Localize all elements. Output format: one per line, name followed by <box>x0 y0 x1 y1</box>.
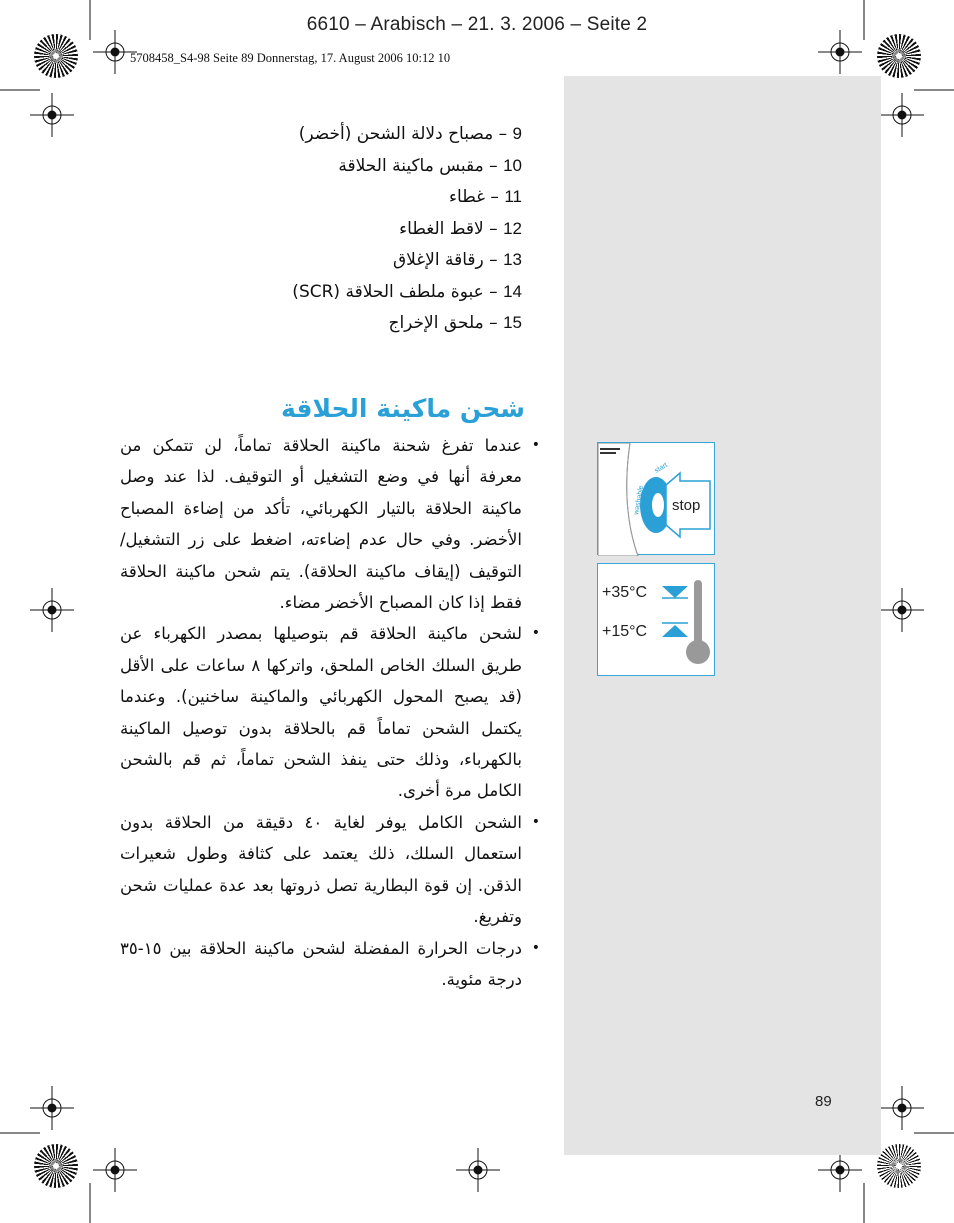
down-triangle-icon <box>662 586 688 598</box>
registration-crosshair <box>831 43 849 61</box>
part-label: غطاء <box>449 187 486 207</box>
parts-list-item <box>120 307 540 339</box>
parts-list-item <box>120 276 540 308</box>
instruction-text: عندما تفرغ شحنة ماكينة الحلاقة تماماً، لن تتمكن من معرفة أنها في وضع التشغيل أو التوقيف. لذا عند وصل ماكينة الحلاقة بالتيار الكهربائي، تأكد من إضاءة المصباح الأخضر. وفي حال عدم إضاءته، اضغط على زر التشغيل/التوقيف (إيقاف ماكينة الحلاقة). يتم شحن ماكينة الحلاقة فقط إذا كان المصباح الأخضر مضاء. <box>120 436 522 613</box>
page-number: 89 <box>815 1093 832 1110</box>
registration-crosshair-dot <box>898 111 906 119</box>
parts-list <box>120 118 540 339</box>
registration-crosshair <box>893 601 911 619</box>
part-number: 9 <box>512 124 522 143</box>
part-number: 14 <box>503 281 522 301</box>
print-info-line: 5708458_S4-98 Seite 89 Donnerstag, 17. August 2006 10:12 10 <box>130 51 451 65</box>
temperature-low: +15°C <box>602 623 648 640</box>
instruction-item <box>120 618 540 806</box>
section-title: شحن ماكينة الحلاقة <box>281 394 525 423</box>
part-separator: – <box>483 155 504 176</box>
thermometer-illustration <box>598 564 716 677</box>
part-number: 12 <box>503 218 522 238</box>
part-separator: – <box>483 313 504 333</box>
registration-crosshair <box>893 106 911 124</box>
washable-label: washable <box>633 485 646 516</box>
bullet-icon: • <box>531 813 540 830</box>
start-label: start <box>653 461 669 475</box>
registration-rosette-top-left <box>34 34 78 78</box>
registration-crosshair <box>106 43 124 61</box>
registration-crosshair-dot <box>836 1166 844 1174</box>
parts-list-item <box>120 213 540 245</box>
part-label: رقاقة الإغلاق <box>392 250 484 270</box>
instruction-text: لشحن ماكينة الحلاقة قم بتوصيلها بمصدر الكهرباء عن طريق السلك الخاص الملحق، واتركها ٨ ساعات على الأقل (قد يصبح المحول الكهربائي والماكينة ساخنين). وعندما يكتمل الشحن تماماً قم بالحلاقة بدون توصيل الماكينة بالكهرباء، وذلك حتى ينفذ الشحن تماماً، ثم قم بالشحن الكامل مرة أخرى. <box>120 624 522 801</box>
registration-crosshair-dot <box>48 1104 56 1112</box>
instruction-item <box>120 807 540 933</box>
charging-instructions <box>120 430 540 995</box>
part-label: ملحق الإخراج <box>388 313 484 333</box>
parts-list-item <box>120 150 540 182</box>
registration-crosshair <box>106 1161 124 1179</box>
registration-crosshair <box>43 601 61 619</box>
registration-rosette-bottom-right <box>877 1144 921 1188</box>
registration-crosshair-dot <box>111 1166 119 1174</box>
parts-list-item <box>120 118 540 150</box>
registration-crosshair-dot <box>898 1104 906 1112</box>
registration-crosshair-dot <box>898 606 906 614</box>
instruction-item <box>120 430 540 618</box>
part-label: مصباح دلالة الشحن (أخضر) <box>298 124 494 144</box>
shaver-switch-figure <box>597 442 715 555</box>
temperature-high: +35°C <box>602 584 648 601</box>
part-number: 13 <box>503 250 522 269</box>
registration-crosshair <box>831 1161 849 1179</box>
registration-crosshair-dot <box>48 111 56 119</box>
part-label: لاقط الغطاء <box>399 218 484 239</box>
registration-crosshair-dot <box>474 1166 482 1174</box>
part-separator: – <box>483 281 504 302</box>
part-separator: – <box>493 124 513 144</box>
instruction-text: درجات الحرارة المفضلة لشحن ماكينة الحلاقة بين ١٥-٣٥ درجة مئوية. <box>120 938 522 989</box>
up-triangle-icon <box>662 625 688 637</box>
registration-crosshair <box>893 1099 911 1117</box>
part-separator: – <box>485 187 505 207</box>
part-separator: – <box>483 218 504 239</box>
parts-list-item <box>120 181 540 213</box>
stop-label: stop <box>672 497 701 514</box>
registration-crosshair-dot <box>836 48 844 56</box>
parts-list-item <box>120 244 540 276</box>
registration-crosshair <box>469 1161 487 1179</box>
bullet-icon: • <box>531 437 540 453</box>
temperature-figure <box>597 563 715 676</box>
thermometer-bulb-icon <box>686 640 710 664</box>
bullet-icon: • <box>531 939 540 956</box>
instruction-item <box>120 933 540 996</box>
registration-crosshair <box>43 106 61 124</box>
instruction-text: الشحن الكامل يوفر لغاية ٤٠ دقيقة من الحلاقة بدون استعمال السلك، ذلك يعتمد على كثافة وطول شعيرات الذقن. إن قوة البطارية تصل ذروتها بعد عدة عمليات شحن وتفريغ. <box>120 812 522 927</box>
part-number: 10 <box>503 155 522 175</box>
part-separator: – <box>483 250 504 270</box>
page-header-title: 6610 – Arabisch – 21. 3. 2006 – Seite 2 <box>306 14 648 35</box>
part-label: مقبس ماكينة الحلاقة <box>338 155 484 176</box>
shaver-illustration <box>598 443 716 556</box>
registration-rosette-top-right <box>877 34 921 78</box>
bullet-icon: • <box>531 625 540 642</box>
part-number: 11 <box>504 187 522 206</box>
registration-rosette-bottom-left <box>34 1144 78 1188</box>
part-label: عبوة ملطف الحلاقة (SCR) <box>292 281 484 302</box>
registration-crosshair-dot <box>111 48 119 56</box>
part-number: 15 <box>503 313 522 332</box>
registration-crosshair-dot <box>48 606 56 614</box>
registration-crosshair <box>43 1099 61 1117</box>
